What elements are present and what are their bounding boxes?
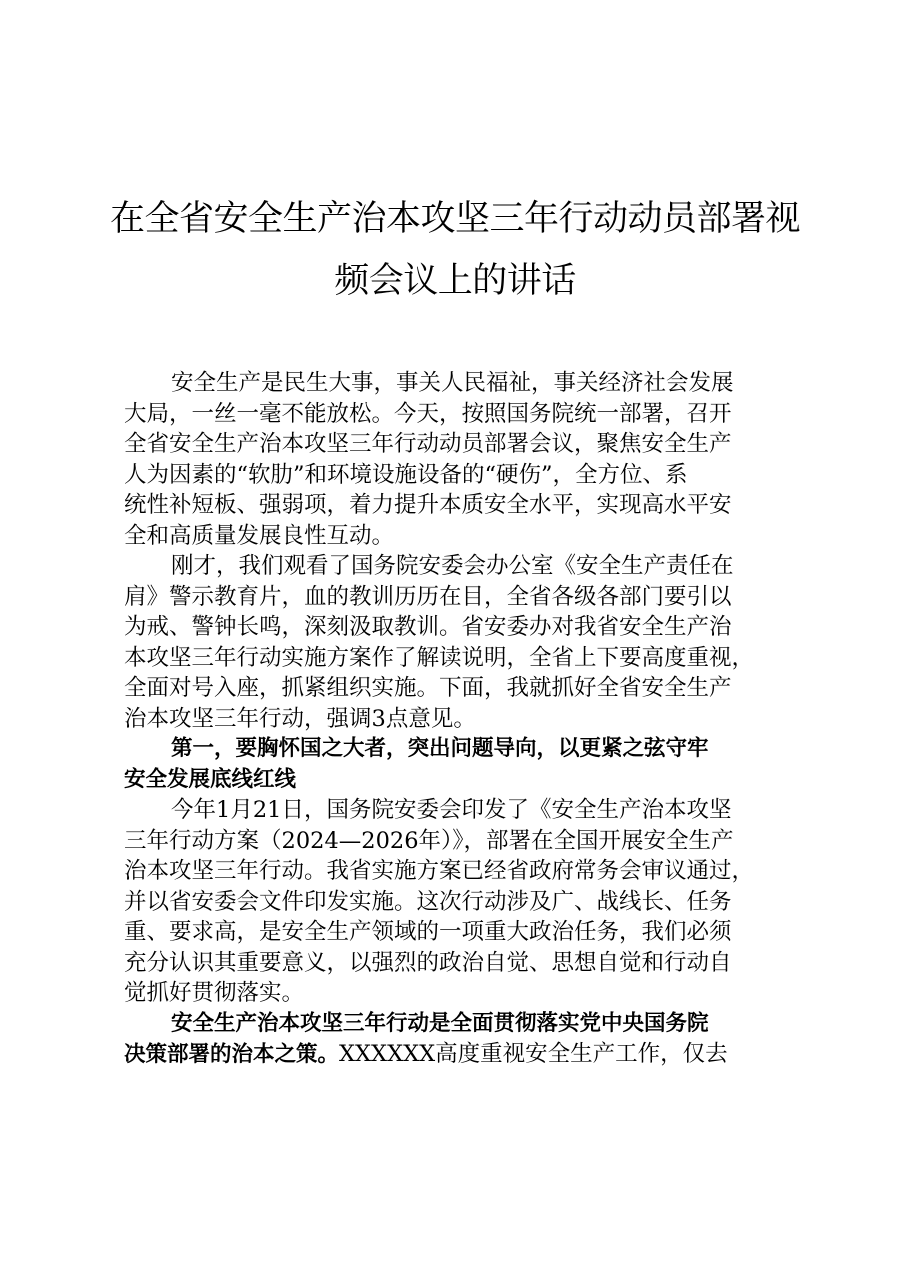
text-line: 刚才，我们观看了国务院安委会办公室《安全生产责任在 bbox=[171, 553, 734, 579]
text-line: 本攻坚三年行动实施方案作了解读说明，全省上下要高度重视， bbox=[124, 644, 755, 671]
text-line: 人为因素的“软肋”和环境设施设备的“硬伤”，全方位、系 bbox=[124, 461, 688, 488]
document-body bbox=[124, 368, 794, 1070]
text-line: 充分认识其重要意义，以强烈的政治自觉、思想自觉和行动自 bbox=[124, 949, 732, 976]
text-line: 今年1月21日，国务院安委会印发了《安全生产治本攻坚 bbox=[171, 797, 732, 823]
text-line: 并以省安委会文件印发实施。这次行动涉及广、战线长、任务 bbox=[124, 888, 732, 915]
mixed-line bbox=[124, 1039, 794, 1070]
title-line-2: 频会议上的讲话 bbox=[334, 261, 576, 301]
text-line: 统性补短板、强弱项，着力提升本质安全水平，实现高水平安 bbox=[124, 492, 732, 518]
text-line: 治本攻坚三年行动。我省实施方案已经省政府常务会审议通过， bbox=[124, 858, 755, 884]
text-run: XXXXXX高度重视安全生产工作，仅去 bbox=[339, 1041, 728, 1067]
bold-lead-text: 决策部署的治本之策。 bbox=[124, 1042, 340, 1067]
text-line: 大局，一丝一毫不能放松。今天，按照国务院统一部署，召开 bbox=[124, 400, 732, 427]
text-line: 全省安全生产治本攻坚三年行动动员部署会议，聚焦安全生产 bbox=[124, 431, 732, 457]
section-heading-line: 安全发展底线红线 bbox=[124, 766, 297, 792]
text-line: 安全生产是民生大事，事关人民福祉，事关经济社会发展 bbox=[171, 370, 734, 396]
document-title bbox=[100, 188, 810, 312]
text-line: 重、要求高，是安全生产领域的一项重大政治任务，我们必须 bbox=[124, 919, 732, 945]
text-line: 为戒、警钟长鸣，深刻汲取教训。省安委办对我省安全生产治 bbox=[124, 614, 732, 640]
bold-lead-line: 安全生产治本攻坚三年行动是全面贯彻落实党中央国务院 bbox=[171, 1010, 709, 1036]
section-heading-line: 第一，要胸怀国之大者，突出问题导向，以更紧之弦守牢 bbox=[171, 736, 709, 761]
text-line: 全面对号入座，抓紧组织实施。下面，我就抓好全省安全生产 bbox=[124, 675, 732, 701]
text-line: 肩》警示教育片，血的教训历历在目，全省各级各部门要引以 bbox=[124, 583, 732, 610]
text-line: 觉抓好贯彻落实。 bbox=[124, 980, 305, 1006]
text-line: 治本攻坚三年行动，强调3点意见。 bbox=[124, 705, 476, 732]
text-line: 三年行动方案（2024—2026年）》，部署在全国开展安全生产 bbox=[124, 827, 734, 854]
title-line-1: 在全省安全生产治本攻坚三年行动动员部署视 bbox=[109, 199, 800, 239]
text-line: 全和高质量发展良性互动。 bbox=[124, 522, 395, 549]
